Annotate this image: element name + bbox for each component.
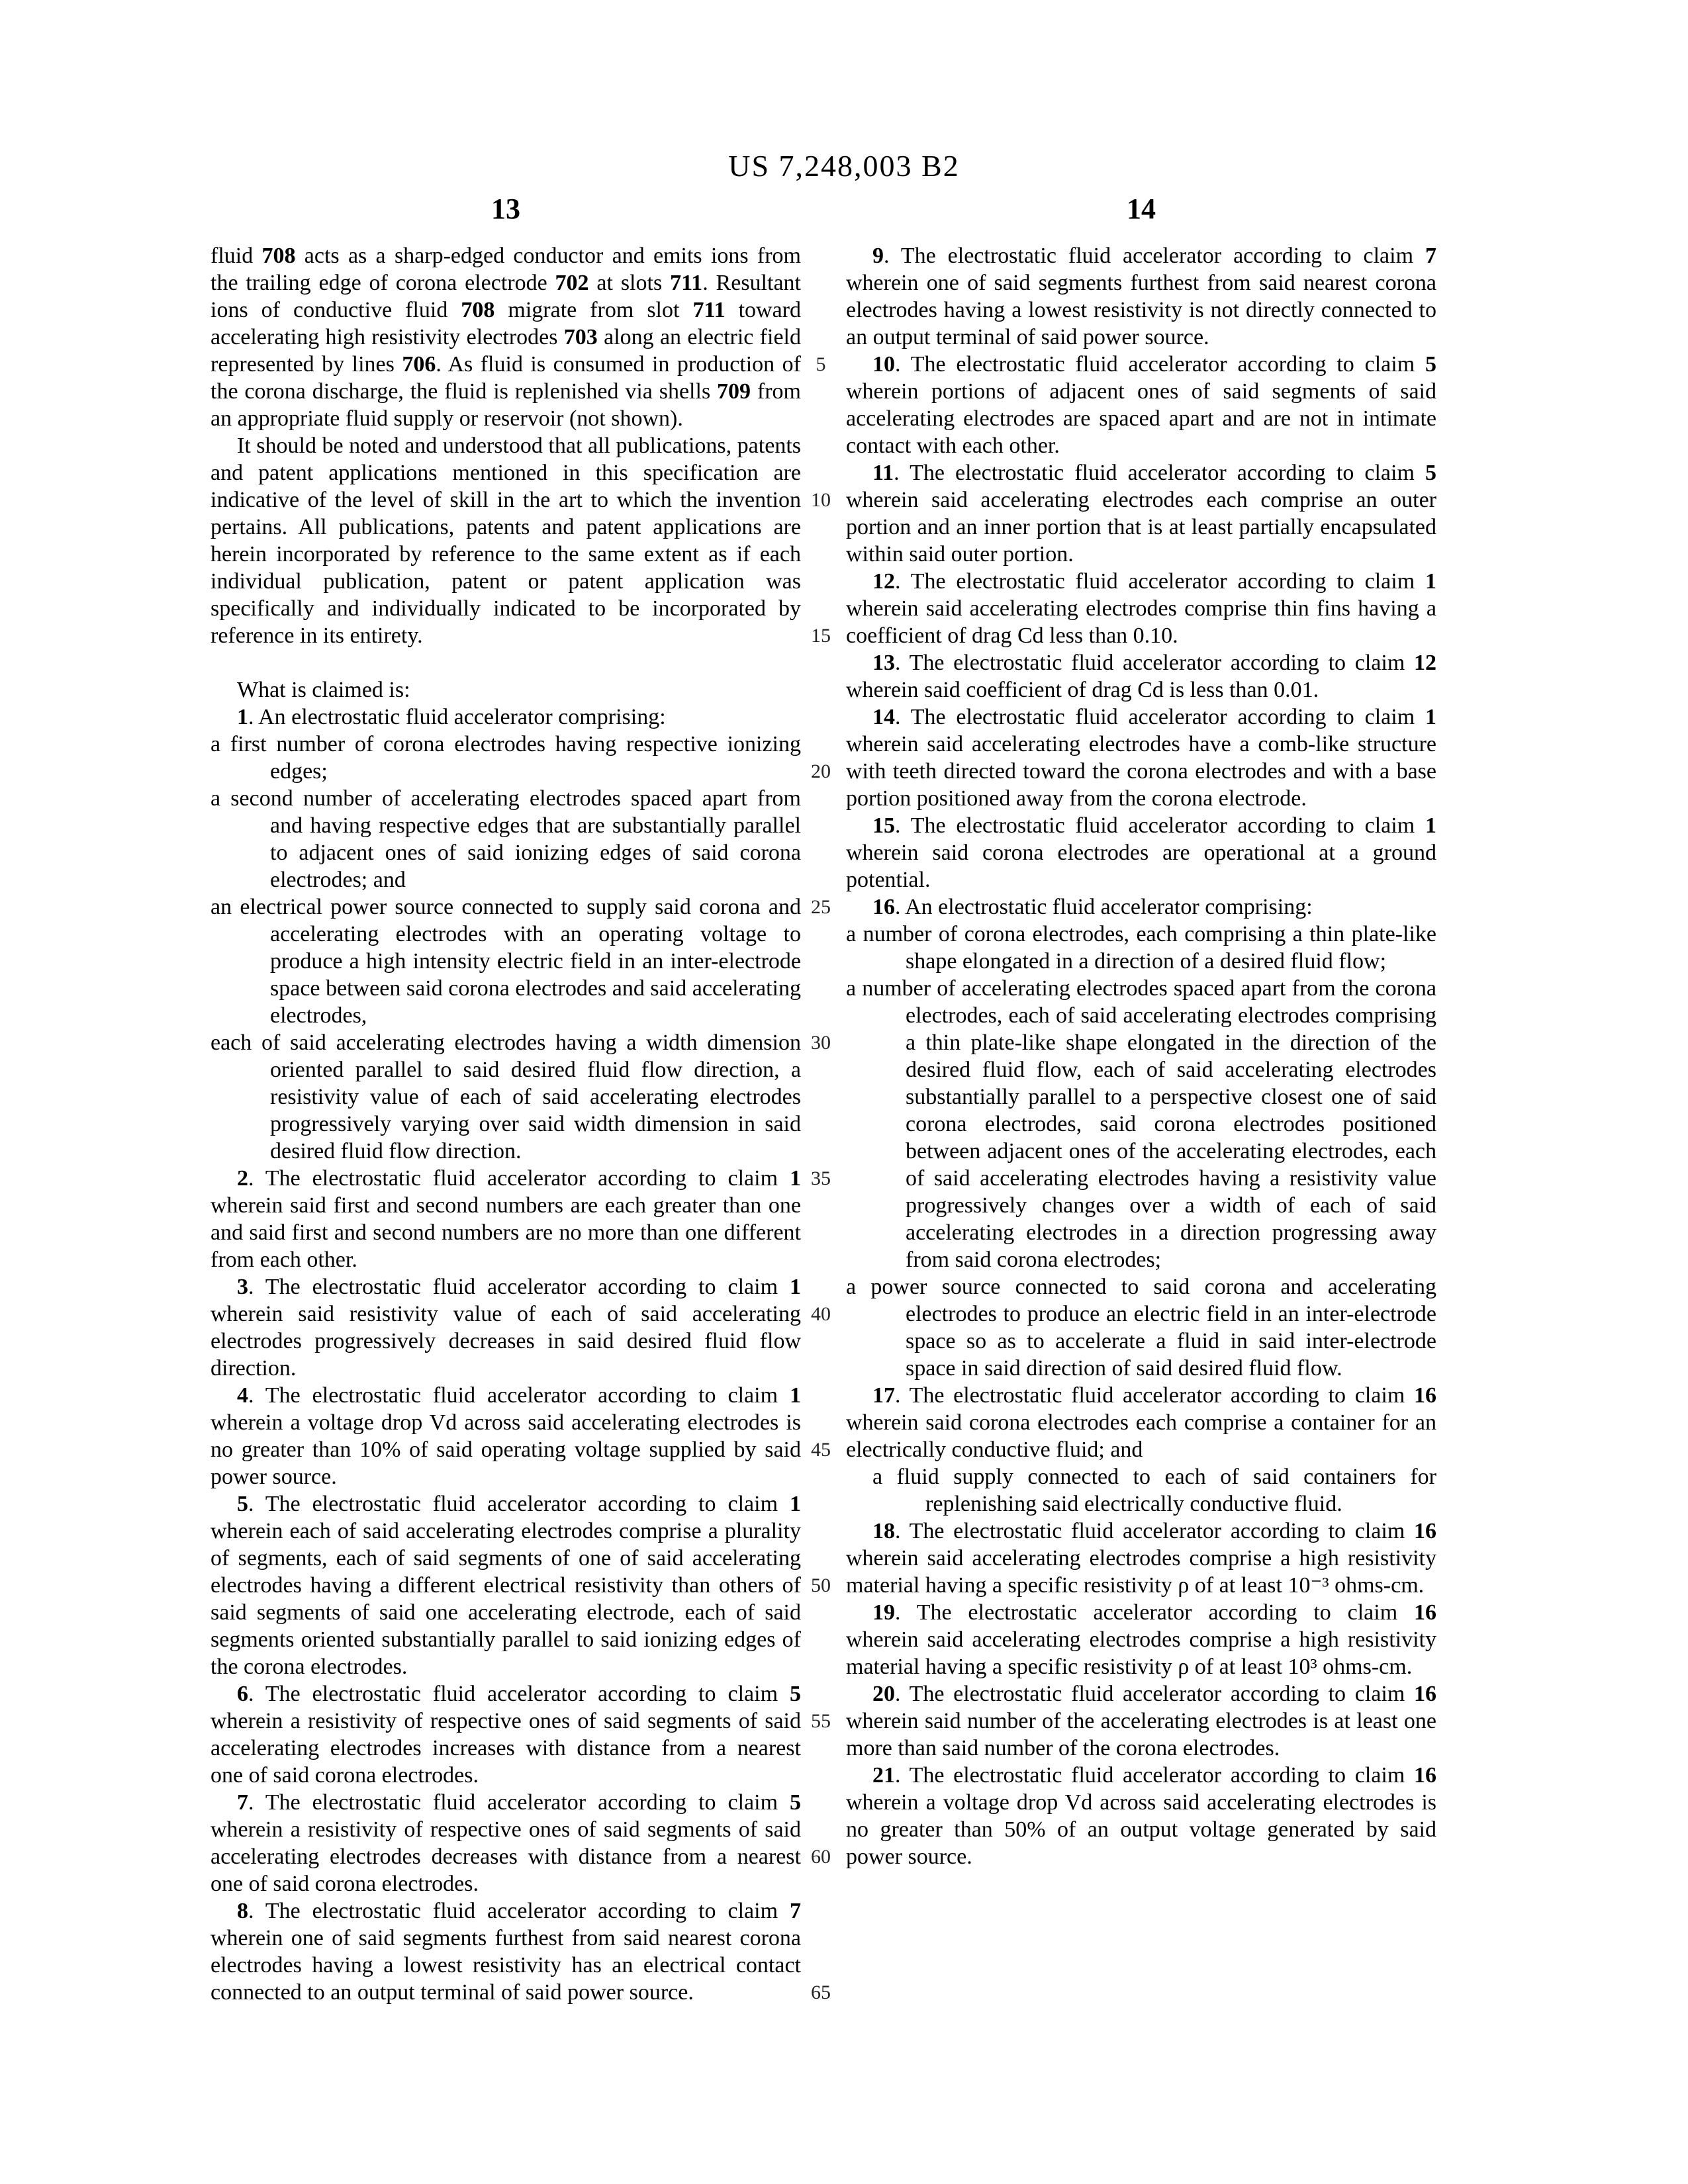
claim-4: 4. The electrostatic fluid accelerator according to claim 1 wherein a voltage drop Vd across said accelerating electrodes is no greater than 10% of said operating voltage supplied by said power source. [211, 1383, 801, 1489]
claim-1-clause-2: a second number of accelerating electrodes spaced apart from and having respective edges that are substantially parallel to adjacent ones of said ionizing edges of said corona electrodes; and [211, 786, 801, 892]
claim-16-clause-1: a number of corona electrodes, each comprising a thin plate-like shape elongated in a direction of a desired fluid flow; [846, 922, 1436, 974]
claim-1-clause-1: a first number of corona electrodes having respective ionizing edges; [211, 732, 801, 784]
claims-preamble: What is claimed is: [237, 678, 410, 702]
text-column-right [846, 242, 1436, 1870]
incorporation-by-reference-paragraph: It should be noted and understood that all publications, patents and patent applications mentioned in this specification are indicative of the level of skill in the art to which the invention pertains. All publications, patents and patent applications are herein incorporated by reference to the same extent as if each individual publication, patent or patent application was specifically and individually indicated to be incorporated by reference in its entirety. [211, 433, 801, 648]
claim-1-clause-3: an electrical power source connected to supply said corona and accelerating electrodes with an operating voltage to produce a high intensity electric field in an inter-electrode space between said corona electrodes and said accelerating electrodes, [211, 895, 801, 1028]
claim-8: 8. The electrostatic fluid accelerator according to claim 7 wherein one of said segments furthest from said nearest corona electrodes having a lowest resistivity has an electrical contact connected to an output terminal of said power source. [211, 1899, 801, 2005]
claim-13: 13. The electrostatic fluid accelerator according to claim 12 wherein said coefficient of drag Cd is less than 0.01. [846, 651, 1436, 702]
claim-6: 6. The electrostatic fluid accelerator according to claim 5 wherein a resistivity of respective ones of said segments of said accelerating electrodes increases with distance from a nearest one of said corona electrodes. [211, 1682, 801, 1788]
claim-19: 19. The electrostatic accelerator according to claim 16 wherein said accelerating electrodes comprise a high resistivity material having a specific resistivity ρ of at least 10³ ohms-cm. [846, 1600, 1436, 1679]
text-column-left [211, 242, 801, 2006]
line-number: 55 [811, 1710, 831, 1732]
line-number: 25 [811, 896, 831, 918]
line-number: 65 [811, 1981, 831, 2003]
claim-16: 16. An electrostatic fluid accelerator comprising: [872, 895, 1313, 919]
line-number: 45 [811, 1439, 831, 1461]
patent-number-header: US 7,248,003 B2 [728, 149, 960, 183]
claim-1-clause-4: each of said accelerating electrodes having a width dimension oriented parallel to said desired fluid flow direction, a resistivity value of each of said accelerating electrodes progressively varying over said width dimension in said desired fluid flow direction. [211, 1030, 801, 1163]
claim-5: 5. The electrostatic fluid accelerator according to claim 1 wherein each of said accelerating electrodes comprise a plurality of segments, each of said segments of one of said accelerating electrodes having a different electrical resistivity than others of said segments of said one accelerating electrode, each of said segments oriented substantially parallel to said ionizing edges of the corona electrodes. [211, 1492, 801, 1679]
line-number: 15 [811, 625, 831, 647]
claim-10: 10. The electrostatic fluid accelerator according to claim 5 wherein portions of adjacent ones of said segments of said accelerating electrodes are spaced apart and are not in intimate contact with each other. [846, 352, 1436, 458]
line-number: 10 [811, 489, 831, 511]
claim-18: 18. The electrostatic fluid accelerator according to claim 16 wherein said accelerating electrodes comprise a high resistivity material having a specific resistivity ρ of at least 10⁻³ ohms-cm. [846, 1519, 1436, 1598]
claim-16-clause-3: a power source connected to said corona and accelerating electrodes to produce an electric field in an inter-electrode space so as to accelerate a fluid in said inter-electrode space in said direction of said desired fluid flow. [846, 1275, 1436, 1381]
column-number-right: 14 [1127, 193, 1156, 225]
claim-12: 12. The electrostatic fluid accelerator according to claim 1 wherein said accelerating electrodes comprise thin fins having a coefficient of drag Cd less than 0.10. [846, 569, 1436, 648]
claim-17-clause-1: a fluid supply connected to each of said containers for replenishing said electrically conductive fluid. [872, 1465, 1436, 1516]
claim-14: 14. The electrostatic fluid accelerator according to claim 1 wherein said accelerating electrodes have a comb-like structure with teeth directed toward the corona electrodes and with a base portion positioned away from the corona electrode. [846, 705, 1436, 811]
claim-1: 1. An electrostatic fluid accelerator comprising: [237, 705, 666, 729]
claim-20: 20. The electrostatic fluid accelerator according to claim 16 wherein said number of the accelerating electrodes is at least one more than said number of the corona electrodes. [846, 1682, 1436, 1760]
claim-7: 7. The electrostatic fluid accelerator according to claim 5 wherein a resistivity of respective ones of said segments of said accelerating electrodes decreases with distance from a nearest one of said corona electrodes. [211, 1790, 801, 1896]
claim-9: 9. The electrostatic fluid accelerator according to claim 7 wherein one of said segments furthest from said nearest corona electrodes having a lowest resistivity is not directly connected to an output terminal of said power source. [846, 244, 1436, 349]
claim-16-clause-2: a number of accelerating electrodes spaced apart from the corona electrodes, each of said accelerating electrodes comprising a thin plate-like shape elongated in the direction of the desired fluid flow, each of said accelerating electrodes substantially parallel to a perspective closest one of said corona electrodes, said corona electrodes positioned between adjacent ones of the accelerating electrodes, each of said accelerating electrodes having a resistivity value progressively changes over a width of each of said accelerating electrodes in a direction progressing away from said corona electrodes; [846, 976, 1436, 1272]
claim-3: 3. The electrostatic fluid accelerator according to claim 1 wherein said resistivity value of each of said accelerating electrodes progressively decreases in said desired fluid flow direction. [211, 1275, 801, 1381]
line-number-gutter [794, 242, 847, 2095]
specification-continuation-paragraph: fluid 708 acts as a sharp-edged conductor and emits ions from the trailing edge of corona electrode 702 at slots 711. Resultant ions of conductive fluid 708 migrate from slot 711 toward accelerating high resistivity electrodes 703 along an electric field represented by lines 706. As fluid is consumed in production of the corona discharge, the fluid is replenished via shells 709 from an appropriate fluid supply or reservoir (not shown). [211, 244, 801, 431]
line-number: 50 [811, 1574, 831, 1596]
column-number-left: 13 [491, 193, 520, 225]
claim-17: 17. The electrostatic fluid accelerator according to claim 16 wherein said corona electrodes each comprise a container for an electrically conductive fluid; and [846, 1383, 1436, 1462]
claim-15: 15. The electrostatic fluid accelerator according to claim 1 wherein said corona electrodes are operational at a ground potential. [846, 813, 1436, 892]
line-number: 30 [811, 1032, 831, 1054]
line-number: 5 [816, 353, 826, 375]
line-number: 60 [811, 1846, 831, 1868]
line-number: 40 [811, 1303, 831, 1325]
claim-21: 21. The electrostatic fluid accelerator according to claim 16 wherein a voltage drop Vd across said accelerating electrodes is no greater than 50% of an output voltage generated by said power source. [846, 1763, 1436, 1869]
claim-11: 11. The electrostatic fluid accelerator according to claim 5 wherein said accelerating electrodes each comprise an outer portion and an inner portion that is at least partially encapsulated within said outer portion. [846, 461, 1436, 567]
line-number: 35 [811, 1167, 831, 1189]
claim-2: 2. The electrostatic fluid accelerator according to claim 1 wherein said first and second numbers are each greater than one and said first and second numbers are no more than one different from each other. [211, 1166, 801, 1272]
line-number: 20 [811, 760, 831, 782]
